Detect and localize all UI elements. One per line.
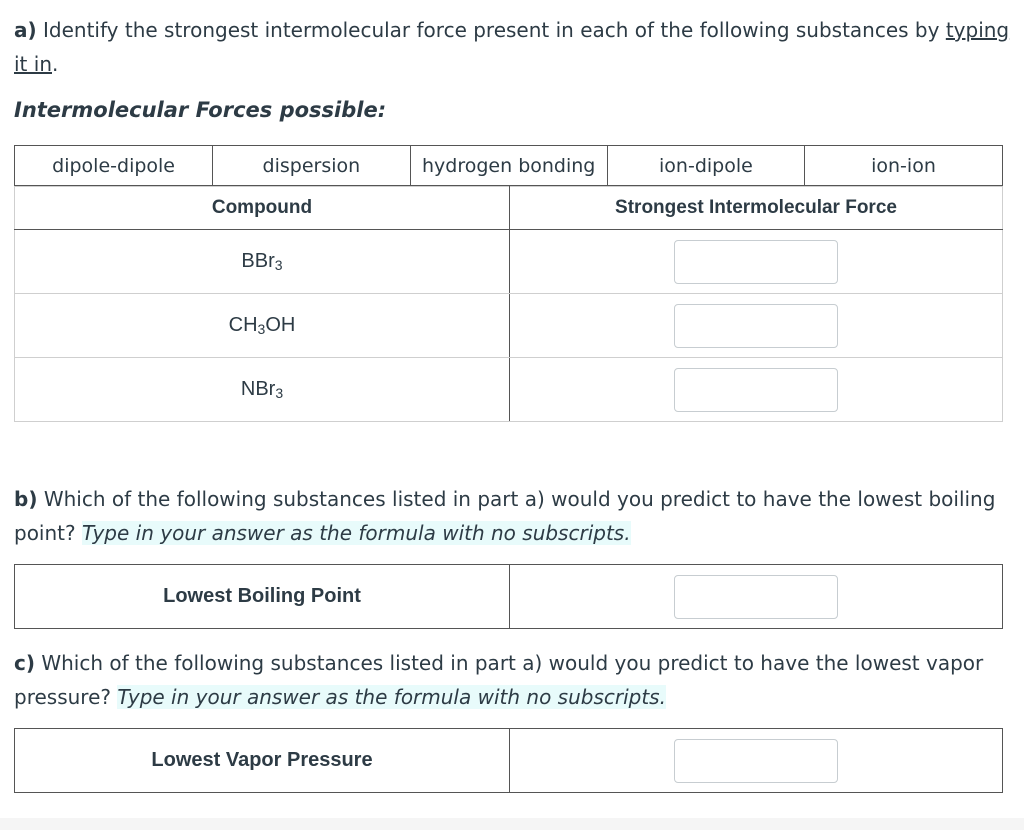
forces-table (14, 145, 1003, 186)
formula-text: BBr (241, 250, 275, 272)
header-strongest-force: Strongest Intermolecular Force (510, 187, 1003, 230)
table-row (15, 294, 1003, 358)
forces-heading: Intermolecular Forces possible: (14, 98, 387, 122)
compound-cell (15, 358, 510, 422)
force-ion-dipole: ion-dipole (607, 146, 804, 186)
page-bottom-strip (0, 818, 1024, 830)
part-b-text: Which of the following substances listed in part a) would you predict to have the lowest boiling point? (14, 487, 996, 545)
force-answer-input[interactable] (674, 304, 838, 348)
answer-cell (510, 294, 1003, 358)
answer-cell (510, 729, 1003, 793)
part-c-hint: Type in your answer as the formula with no subscripts. (117, 685, 666, 709)
lowest-vapor-input[interactable] (674, 739, 838, 783)
header-compound: Compound (15, 187, 510, 230)
formula-subscript: 3 (257, 321, 266, 337)
answer-cell (510, 565, 1003, 629)
part-a-text: Identify the strongest intermolecular force present in each of the following substances by (43, 18, 940, 42)
lowest-vapor-label: Lowest Vapor Pressure (15, 729, 510, 793)
compound-table (14, 186, 1003, 422)
part-c-text: Which of the following substances listed in part a) would you predict to have the lowest vapor pressure? (14, 651, 984, 709)
force-ion-ion: ion-ion (804, 146, 1002, 186)
formula-text: CH (228, 314, 258, 336)
force-answer-input[interactable] (674, 368, 838, 412)
table-row (15, 230, 1003, 294)
compound-cell (15, 230, 510, 294)
formula-subscript: 3 (275, 385, 284, 401)
answer-cell (510, 358, 1003, 422)
lowest-boiling-table (14, 564, 1003, 629)
formula-text: OH (265, 314, 296, 336)
force-dispersion: dispersion (213, 146, 410, 186)
table-row (15, 358, 1003, 422)
answer-cell (510, 230, 1003, 294)
part-c-question (14, 646, 1014, 714)
part-a-label: a) (14, 18, 37, 42)
compound-cell (15, 294, 510, 358)
part-c-label: c) (14, 651, 35, 675)
part-a-question (14, 13, 1014, 81)
formula-text: NBr (240, 378, 276, 400)
formula-subscript: 3 (274, 257, 283, 273)
part-a-end: . (52, 52, 59, 76)
part-b-hint: Type in your answer as the formula with no subscripts. (81, 521, 631, 545)
lowest-vapor-table (14, 728, 1003, 793)
part-b-label: b) (14, 487, 38, 511)
part-b-question (14, 482, 1014, 550)
force-answer-input[interactable] (674, 240, 838, 284)
lowest-boiling-label: Lowest Boiling Point (15, 565, 510, 629)
lowest-boiling-input[interactable] (674, 575, 838, 619)
part-a-underlined: typing it in (14, 18, 1010, 76)
force-dipole-dipole: dipole-dipole (15, 146, 213, 186)
force-hydrogen-bonding: hydrogen bonding (410, 146, 607, 186)
